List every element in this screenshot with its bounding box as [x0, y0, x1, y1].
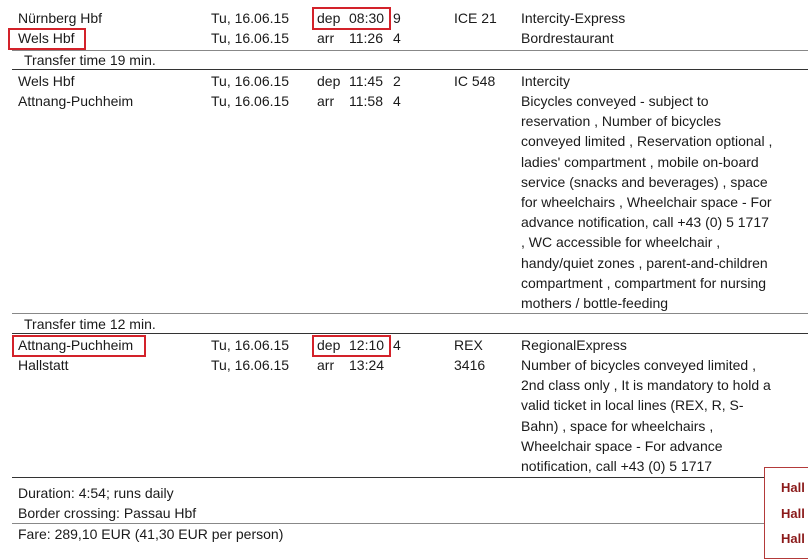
dep-time-highlight — [312, 7, 391, 30]
divider — [12, 477, 808, 478]
leg2-train-number: IC 548 — [454, 73, 496, 89]
note-line: notification, call +43 (0) 5 1717 — [521, 458, 713, 475]
leg3-dep-time: 12:10 — [349, 337, 385, 353]
leg2-dep-label: dep — [317, 73, 341, 89]
leg1-arr-platform: 4 — [393, 30, 401, 46]
note-line: valid ticket in local lines (REX, R, S- — [521, 397, 744, 414]
note-line: handy/quiet zones , parent-and-children — [521, 254, 768, 271]
leg3-arr-date: Tu, 16.06.15 — [211, 357, 290, 373]
note-line: service (snacks and beverages) , space — [521, 173, 768, 190]
leg2-dep-time: 11:45 — [349, 73, 383, 89]
note-line: Number of bicycles conveyed limited , — [521, 357, 756, 373]
note-line: reservation , Number of bicycles — [521, 113, 721, 130]
note-line: ladies' compartment , mobile on-board — [521, 153, 759, 170]
note-line: conveyed limited , Reservation optional , — [521, 133, 773, 150]
leg2-arr-date: Tu, 16.06.15 — [211, 93, 290, 109]
leg1-service: Intercity-Express — [521, 10, 626, 26]
leg2-arr-time: 11:58 — [349, 93, 383, 109]
note-line: , WC accessible for wheelchair , — [521, 234, 721, 251]
leg3-dep-label: dep — [317, 337, 341, 353]
note-line: Wheelchair space - For advance — [521, 437, 723, 454]
note-line: advance notification, call +43 (0) 5 1717 — [521, 214, 769, 231]
leg1-arr-station: Wels Hbf — [18, 30, 75, 46]
leg3-service: RegionalExpress — [521, 337, 627, 353]
leg1-arr-date: Tu, 16.06.15 — [211, 30, 290, 46]
leg2-arr-station: Attnang-Puchheim — [18, 93, 134, 109]
transfer-time: Transfer time 12 min. — [24, 316, 156, 332]
leg2-arr-platform: 4 — [393, 93, 401, 109]
transfer-time: Transfer time 19 min. — [24, 52, 156, 68]
leg1-train-number: ICE 21 — [454, 10, 497, 26]
border-crossing-text: Border crossing: Passau Hbf — [18, 505, 197, 521]
leg2-arr-label: arr — [317, 93, 335, 109]
leg2-dep-platform: 2 — [393, 73, 401, 89]
leg3-arr-label: arr — [317, 357, 335, 373]
leg2-notes — [521, 91, 803, 313]
leg3-dep-date: Tu, 16.06.15 — [211, 337, 290, 353]
leg1-dep-station: Nürnberg Hbf — [18, 10, 103, 26]
leg1-arr-time: 11:26 — [349, 30, 383, 46]
fare-text: Fare: 289,10 EUR (41,30 EUR per person) — [18, 526, 284, 542]
leg2-dep-station: Wels Hbf — [18, 73, 75, 89]
leg3-train-number: 3416 — [454, 357, 486, 373]
note-line: Bahn) , space for wheelchairs , — [521, 417, 714, 434]
note-line: Bicycles conveyed - subject to — [521, 93, 709, 109]
leg1-dep-platform: 9 — [393, 10, 401, 26]
note-line: compartment , compartment for nursing — [521, 274, 767, 291]
side-link[interactable]: Hall — [781, 480, 805, 495]
leg3-notes — [521, 355, 803, 476]
leg2-dep-date: Tu, 16.06.15 — [211, 73, 290, 89]
leg1-note: Bordrestaurant — [521, 30, 614, 46]
leg2-service: Intercity — [521, 73, 571, 89]
station-highlight — [12, 335, 146, 357]
side-link[interactable]: Hall — [781, 531, 805, 546]
note-line: mothers / bottle-feeding — [521, 295, 669, 312]
leg1-dep-time: 08:30 — [349, 10, 385, 26]
leg3-dep-station: Attnang-Puchheim — [18, 337, 134, 353]
note-line: for wheelchairs , Wheelchair space - For — [521, 194, 772, 211]
leg3-dep-platform: 4 — [393, 337, 401, 353]
leg3-arr-station: Hallstatt — [18, 357, 69, 373]
leg3-arr-time: 13:24 — [349, 357, 385, 373]
leg1-dep-label: dep — [317, 10, 341, 26]
dep-time-highlight — [312, 335, 391, 357]
leg3-train-type: REX — [454, 337, 483, 353]
divider — [12, 69, 808, 70]
divider — [12, 333, 808, 334]
side-link[interactable]: Hall — [781, 506, 805, 521]
duration-text: Duration: 4:54; runs daily — [18, 485, 174, 501]
leg1-arr-label: arr — [317, 30, 335, 46]
note-line: 2nd class only , It is mandatory to hold a — [521, 377, 771, 394]
leg1-dep-date: Tu, 16.06.15 — [211, 10, 290, 26]
station-highlight — [8, 28, 86, 50]
